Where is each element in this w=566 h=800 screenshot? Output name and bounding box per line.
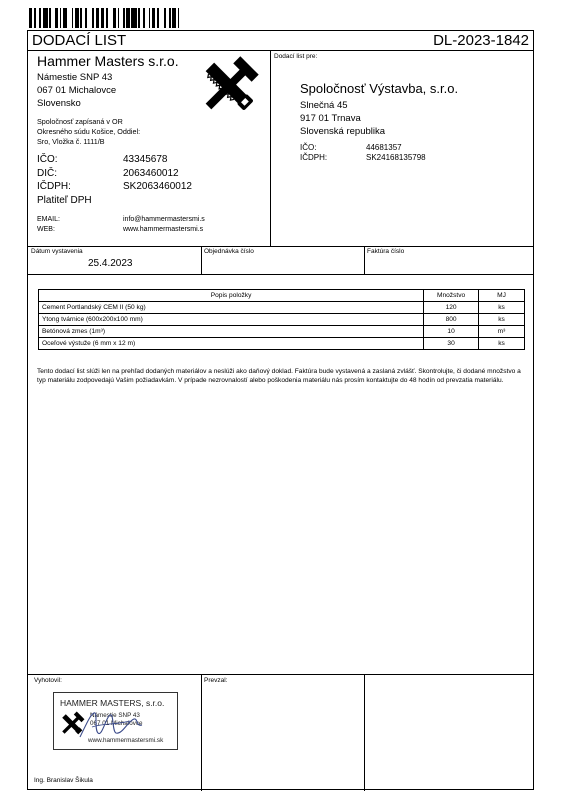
item-description: Betónová zmes (1m³) <box>39 326 424 338</box>
delivery-note-frame <box>27 30 534 790</box>
dic-label: DIČ: <box>37 167 57 179</box>
vat-status: Platiteľ DPH <box>37 194 92 206</box>
customer-name: Spoločnosť Výstavba, s.r.o. <box>300 81 459 96</box>
email-label: EMAIL: <box>37 216 60 223</box>
supplier-icdph: SK2063460012 <box>123 181 192 192</box>
received-by-label: Prevzal: <box>204 677 228 684</box>
item-unit: ks <box>479 302 525 314</box>
supplier-registration: Spoločnosť zapísaná v OR <box>37 117 123 126</box>
column-header-unit: MJ <box>479 290 525 302</box>
supplier-registration: Sro, Vložka č. 1111/B <box>37 137 105 146</box>
table-row <box>39 338 525 350</box>
signature-icon <box>76 707 146 743</box>
web-label: WEB: <box>37 226 55 233</box>
item-description: Ytong tvárnice (600x200x100 mm) <box>39 314 424 326</box>
customer-city: 917 01 Trnava <box>300 113 361 124</box>
table-row <box>39 302 525 314</box>
item-description: Cement Portlandský CEM II (50 kg) <box>39 302 424 314</box>
crossed-hammer-saw-icon <box>198 55 260 117</box>
supplier-web: www.hammermastersmi.s <box>123 226 204 233</box>
customer-icdph: SK24168135798 <box>366 153 426 162</box>
supplier-city: 067 01 Michalovce <box>37 85 117 96</box>
item-quantity: 800 <box>424 314 479 326</box>
table-header-row <box>39 290 525 302</box>
items-table <box>38 289 525 350</box>
supplier-dic: 2063460012 <box>123 167 179 179</box>
supplier-ico: 43345678 <box>123 154 168 165</box>
ico-label: IČO: <box>37 154 58 165</box>
invoice-label: Faktúra číslo <box>367 248 405 255</box>
supplier-name: Hammer Masters s.r.o. <box>37 53 179 69</box>
stamp-web: www.hammermastersmi.sk <box>88 737 164 744</box>
issue-date: 25.4.2023 <box>88 258 133 269</box>
customer-icdph-label: IČDPH: <box>300 153 328 162</box>
stamp-street: Námestie SNP 43 <box>90 712 140 719</box>
customer-label: Dodací list pre: <box>274 53 318 60</box>
item-quantity: 120 <box>424 302 479 314</box>
item-description: Oceľové výstuže (6 mm x 12 m) <box>39 338 424 350</box>
issued-by-label: Vyhotovil: <box>34 677 62 684</box>
item-quantity: 30 <box>424 338 479 350</box>
customer-country: Slovenská republika <box>300 126 386 137</box>
date-label: Dátum vystavenia <box>31 248 83 255</box>
item-unit: ks <box>479 338 525 350</box>
signer-name: Ing. Branislav Šikula <box>34 777 93 784</box>
customer-ico-label: IČO: <box>300 143 317 152</box>
document-title: DODACÍ LIST <box>32 32 127 49</box>
delivery-note-disclaimer: Tento dodací list slúži len na prehľad dodaných materiálov a neslúži ako daňový doklad. Faktúra bude vystavená a zaslaná zvlášť. Skontrolujte, či dodané množstvo a typ materiálu zodpovedajú Vašim požiadavkám. V prípade nezrovnalostí alebo poškodenia materiálu nás prosím kontaktujte do 48 hodín od prevzatia materiálu. <box>37 368 521 384</box>
column-header-quantity: Množstvo <box>424 290 479 302</box>
customer-street: Slnečná 45 <box>300 100 348 111</box>
customer-ico: 44681357 <box>366 143 402 152</box>
supplier-email: info@hammermastersmi.s <box>123 216 205 223</box>
document-number: DL-2023-1842 <box>433 32 529 49</box>
icdph-label: IČDPH: <box>37 181 71 192</box>
barcode-icon <box>29 8 183 28</box>
item-quantity: 10 <box>424 326 479 338</box>
column-header-description: Popis položky <box>39 290 424 302</box>
table-row <box>39 314 525 326</box>
supplier-street: Námestie SNP 43 <box>37 72 113 83</box>
stamp-city: 067 01 Michalovce <box>90 720 143 727</box>
supplier-country: Slovensko <box>37 98 81 109</box>
company-stamp <box>53 692 178 750</box>
table-row <box>39 326 525 338</box>
order-label: Objednávka číslo <box>204 248 254 255</box>
item-unit: ks <box>479 314 525 326</box>
stamp-company-name: HAMMER MASTERS, s.r.o. <box>60 698 165 708</box>
supplier-registration: Okresného súdu Košice, Oddiel: <box>37 127 141 136</box>
item-unit: m³ <box>479 326 525 338</box>
